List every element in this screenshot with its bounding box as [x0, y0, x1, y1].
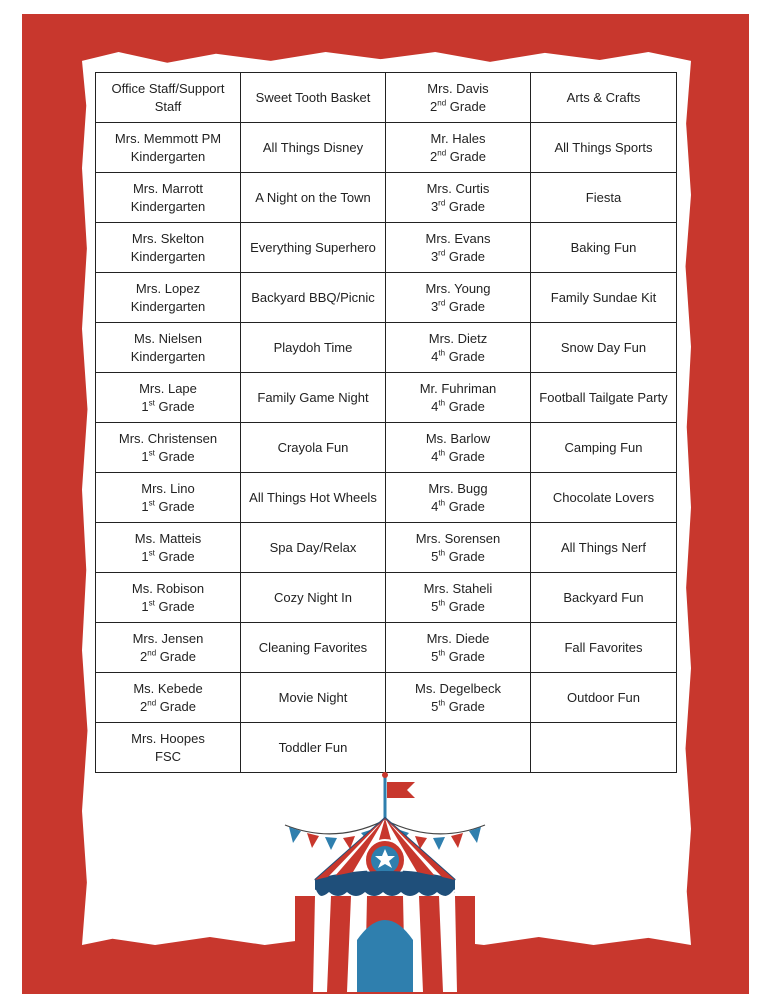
grade-ordinal: st [148, 598, 155, 608]
grade-ordinal: th [438, 648, 446, 658]
teacher-name: Mrs. Staheli [423, 580, 493, 596]
cell-text: Crayola Fun [277, 439, 349, 455]
teacher-name: Mrs. Christensen [118, 430, 218, 446]
grade-number: 1 [141, 398, 149, 414]
grade-label: Grade [445, 298, 486, 314]
pennant-flag [387, 782, 415, 798]
classroom-basket-table [95, 72, 677, 773]
cell-text: Cozy Night In [273, 589, 353, 605]
teacher-cell [386, 273, 531, 323]
theme-cell [241, 423, 386, 473]
cell-text: Backyard BBQ/Picnic [251, 289, 375, 305]
cell-text: Family Sundae Kit [550, 289, 657, 305]
cell-text: Baking Fun [570, 239, 637, 255]
grade-ordinal: th [438, 348, 446, 358]
table-row [96, 223, 677, 273]
teacher-cell [386, 423, 531, 473]
grade-ordinal: th [438, 598, 446, 608]
grade-number: 1 [141, 548, 149, 564]
teacher-name: Mrs. Davis [427, 80, 489, 96]
grade-number: 4 [431, 448, 439, 464]
grade-number: 3 [430, 298, 439, 314]
grade-ordinal: st [148, 448, 155, 458]
grade-number: 1 [141, 498, 149, 514]
teacher-cell [96, 323, 241, 373]
teacher-cell [386, 473, 531, 523]
cell-text: A Night on the Town [255, 189, 371, 205]
teacher-name: Ms. Kebede [133, 680, 203, 696]
teacher-name: Mrs. Evans [425, 230, 491, 246]
tent-door [357, 920, 413, 992]
grade-ordinal: st [148, 548, 155, 558]
teacher-cell [96, 673, 241, 723]
teacher-name: Mrs. Curtis [426, 180, 490, 196]
grade-number: 4 [431, 498, 439, 514]
teacher-cell [96, 573, 241, 623]
cell-text: Fiesta [585, 189, 622, 205]
teacher-cell [96, 723, 241, 773]
table-row [96, 673, 677, 723]
teacher-cell [96, 473, 241, 523]
table-row [96, 623, 677, 673]
cell-text: Snow Day Fun [560, 339, 647, 355]
teacher-name: Mrs. Lape [139, 380, 197, 396]
grade-label: Grade [154, 498, 195, 514]
grade-label: Grade [445, 648, 485, 664]
grade-ordinal: st [148, 398, 155, 408]
cell-text: Football Tailgate Party [539, 389, 668, 405]
grade-number: 4 [431, 398, 439, 414]
cell-text: All Things Disney [262, 139, 364, 155]
table-row [96, 523, 677, 573]
theme-cell [241, 723, 386, 773]
teacher-cell [386, 673, 531, 723]
teacher-cell [96, 373, 241, 423]
teacher-cell [96, 123, 241, 173]
theme-cell [241, 273, 386, 323]
teacher-name: Mrs. Bugg [428, 480, 488, 496]
table-row [96, 573, 677, 623]
class-label: Kindergarten [130, 348, 206, 364]
cell-text: Sweet Tooth Basket [255, 89, 371, 105]
teacher-name: Mrs. Diede [426, 630, 490, 646]
grade-number: 5 [431, 598, 439, 614]
grade-number: 2 [430, 98, 438, 114]
teacher-name: Ms. Degelbeck [415, 680, 501, 696]
table-row [96, 273, 677, 323]
teacher-name: Mr. Hales [430, 130, 486, 146]
cell-text: All Things Nerf [560, 539, 646, 555]
cell-text: Fall Favorites [564, 639, 643, 655]
theme-cell [241, 673, 386, 723]
teacher-name: Ms. Robison [131, 580, 205, 596]
teacher-cell [386, 573, 531, 623]
teacher-name: Ms. Matteis [134, 530, 202, 546]
theme-cell [531, 473, 677, 523]
teacher-name: Mrs. Dietz [428, 330, 488, 346]
grade-label: Grade [445, 248, 486, 264]
cell-text: Family Game Night [257, 389, 369, 405]
theme-cell [531, 623, 677, 673]
grade-number: 2 [430, 148, 438, 164]
grade-label: Grade [154, 398, 195, 414]
grade-label: Grade [445, 448, 485, 464]
grade-ordinal: rd [438, 248, 446, 258]
grade-ordinal: th [438, 398, 446, 408]
grade-label: Grade [445, 698, 485, 714]
class-label: Kindergarten [130, 248, 206, 264]
teacher-cell [386, 123, 531, 173]
theme-cell [531, 573, 677, 623]
grade-ordinal: st [148, 498, 155, 508]
grade-label: Grade [446, 98, 486, 114]
grade-label: Grade [445, 348, 485, 364]
theme-cell [531, 673, 677, 723]
grade-ordinal: th [438, 498, 446, 508]
table-row [96, 473, 677, 523]
grade-label: Grade [445, 598, 485, 614]
grade-label: Grade [154, 548, 195, 564]
teacher-name: Mrs. Memmott PM [114, 130, 222, 146]
teacher-cell [386, 523, 531, 573]
grade-ordinal: th [438, 548, 446, 558]
theme-cell [531, 523, 677, 573]
teacher-cell [386, 623, 531, 673]
grade-ordinal: th [438, 448, 446, 458]
grade-ordinal: rd [438, 298, 446, 308]
teacher-cell [96, 273, 241, 323]
teacher-cell [386, 323, 531, 373]
teacher-cell [386, 723, 531, 773]
theme-cell [241, 573, 386, 623]
grade-label: Grade [445, 398, 485, 414]
table-row [96, 123, 677, 173]
grade-label: Grade [445, 498, 485, 514]
cell-text: Cleaning Favorites [258, 639, 368, 655]
grade-ordinal: nd [147, 648, 157, 658]
grade-label: Grade [445, 548, 485, 564]
grade-number: 1 [141, 448, 149, 464]
teacher-cell [96, 523, 241, 573]
teacher-name: Office Staff/Support [111, 80, 225, 96]
theme-cell [241, 173, 386, 223]
grade-number: 4 [431, 348, 439, 364]
cell-text: Everything Superhero [250, 239, 376, 255]
class-label: Kindergarten [130, 298, 206, 314]
theme-cell [531, 323, 677, 373]
theme-cell [531, 123, 677, 173]
cell-text: Outdoor Fun [567, 689, 640, 705]
grade-ordinal: nd [147, 698, 157, 708]
theme-cell [531, 223, 677, 273]
grade-label: Grade [446, 148, 486, 164]
teacher-cell [96, 423, 241, 473]
table-row [96, 423, 677, 473]
teacher-name: Mr. Fuhriman [419, 380, 497, 396]
theme-cell [241, 373, 386, 423]
grade-label: Grade [156, 648, 196, 664]
teacher-name: Mrs. Hoopes [131, 730, 205, 746]
teacher-cell [96, 173, 241, 223]
teacher-name: Mrs. Sorensen [415, 530, 501, 546]
class-label: FSC [155, 748, 181, 764]
grade-ordinal: rd [438, 198, 446, 208]
teacher-cell [96, 73, 241, 123]
grade-number: 1 [141, 598, 149, 614]
grade-number: 3 [430, 198, 439, 214]
grade-number: 3 [430, 248, 439, 264]
teacher-name: Mrs. Jensen [132, 630, 204, 646]
theme-cell [241, 73, 386, 123]
grade-number: 5 [431, 548, 439, 564]
table-row [96, 73, 677, 123]
teacher-name: Mrs. Marrott [132, 180, 204, 196]
grade-number: 5 [431, 698, 439, 714]
grade-label: Grade [445, 198, 486, 214]
grade-ordinal: th [438, 698, 446, 708]
theme-cell [531, 423, 677, 473]
table-row [96, 723, 677, 773]
cell-text: Backyard Fun [563, 589, 644, 605]
theme-cell [241, 473, 386, 523]
table-row [96, 373, 677, 423]
theme-cell [531, 273, 677, 323]
class-label: Staff [154, 98, 182, 114]
grade-ordinal: nd [437, 148, 447, 158]
grade-label: Grade [154, 448, 195, 464]
theme-cell [241, 323, 386, 373]
cell-text: Toddler Fun [278, 739, 348, 755]
teacher-name: Mrs. Lino [141, 480, 195, 496]
teacher-cell [96, 223, 241, 273]
teacher-cell [96, 623, 241, 673]
teacher-name: Ms. Nielsen [134, 330, 202, 346]
grade-ordinal: nd [437, 98, 447, 108]
cell-text: Spa Day/Relax [269, 539, 357, 555]
cell-text: Camping Fun [564, 439, 643, 455]
theme-cell [241, 123, 386, 173]
grade-number: 2 [140, 698, 148, 714]
teacher-name: Mrs. Young [425, 280, 491, 296]
cell-text: All Things Hot Wheels [249, 489, 377, 505]
grade-label: Grade [156, 698, 196, 714]
teacher-cell [386, 373, 531, 423]
class-label: Kindergarten [130, 148, 206, 164]
teacher-cell [386, 223, 531, 273]
cell-text: Movie Night [278, 689, 348, 705]
theme-cell [241, 523, 386, 573]
circus-tent-illustration [275, 770, 495, 992]
cell-text: Arts & Crafts [566, 89, 641, 105]
cell-text: All Things Sports [554, 139, 653, 155]
class-label: Kindergarten [130, 198, 206, 214]
teacher-cell [386, 73, 531, 123]
theme-cell [531, 373, 677, 423]
theme-cell [531, 723, 677, 773]
table-row [96, 173, 677, 223]
grade-number: 2 [140, 648, 148, 664]
theme-cell [531, 173, 677, 223]
teacher-name: Mrs. Skelton [131, 230, 205, 246]
table-row [96, 323, 677, 373]
cell-text: Playdoh Time [273, 339, 353, 355]
cell-text: Chocolate Lovers [552, 489, 655, 505]
teacher-name: Mrs. Lopez [135, 280, 201, 296]
theme-cell [531, 73, 677, 123]
grade-number: 5 [431, 648, 439, 664]
grade-label: Grade [154, 598, 195, 614]
teacher-name: Ms. Barlow [425, 430, 491, 446]
theme-cell [241, 623, 386, 673]
theme-cell [241, 223, 386, 273]
teacher-cell [386, 173, 531, 223]
